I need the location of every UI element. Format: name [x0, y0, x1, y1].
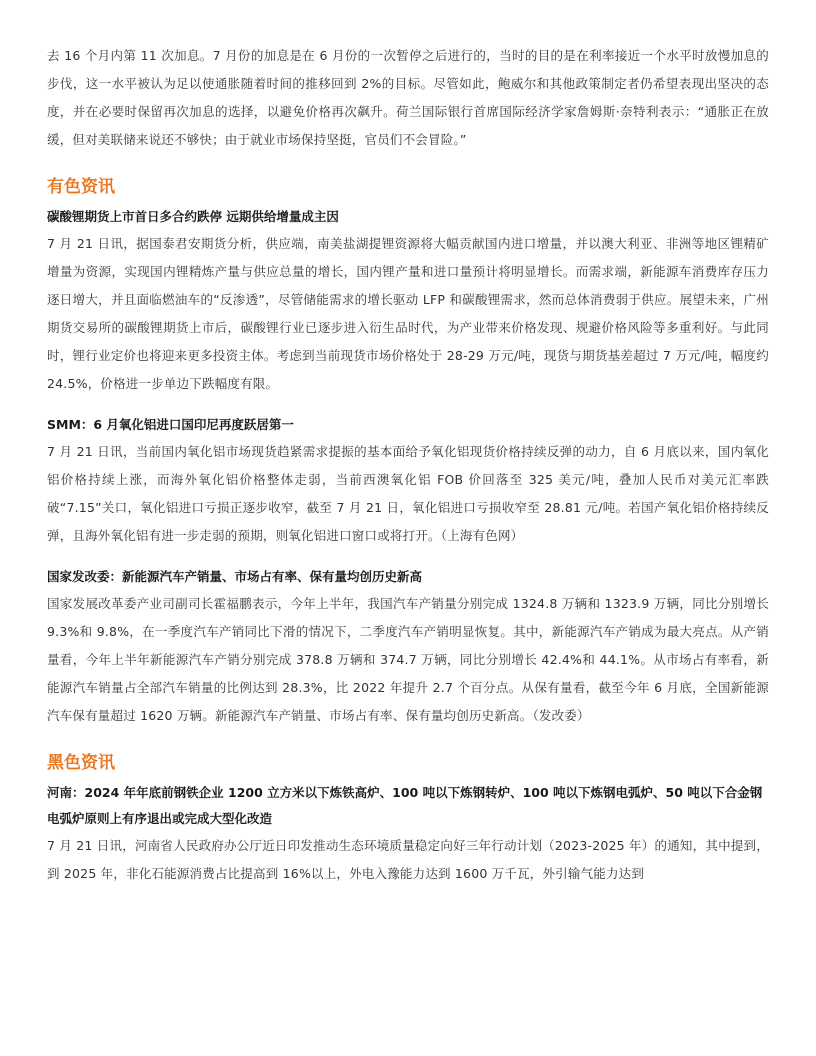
intro-paragraph: 去 16 个月内第 11 次加息。7 月份的加息是在 6 月份的一次暂停之后进行的，当时的目的是在利率接近一个水平时放慢加息的步伐，这一水平被认为足以使通胀随着时间的推移回到 2%的目标。尽管如此，鲍威尔和其他政策制定者仍希望表现出坚决的态度，并在必要时保留再次加息的选择，以避免价格再次飙升。荷兰国际银行首席国际经济学家詹姆斯·奈特利表示：“通胀正在放缓，但对美联储来说还不够快；由于就业市场保持坚挺，官员们不会冒险。” — [47, 48, 769, 147]
section-title-ferrous: 黑色资讯 — [47, 753, 115, 773]
document-page — [47, 42, 769, 888]
article-body-henan-steel: 7 月 21 日讯，河南省人民政府办公厅近日印发推动生态环境质量稳定向好三年行动计划（2023-2025 年）的通知，其中提到，到 2025 年，非化石能源消费占比提高到 16%以上，外电入豫能力达到 1600 万千瓦，外引输气能力达到 — [47, 838, 769, 881]
article-headline-henan-steel: 河南：2024 年年底前钢铁企业 1200 立方米以下炼铁高炉、100 吨以下炼钢转炉、100 吨以下炼钢电弧炉、50 吨以下合金钢电弧炉原则上有序退出或完成大型化改造 — [47, 785, 763, 826]
section-title-nonferrous: 有色资讯 — [47, 177, 115, 197]
article-headline-nev: 国家发改委：新能源汽车产销量、市场占有率、保有量均创历史新高 — [47, 569, 423, 584]
article-body-alumina: 7 月 21 日讯，当前国内氧化铝市场现货趋紧需求提振的基本面给予氧化铝现货价格持续反弹的动力，自 6 月底以来，国内氧化铝价格持续上涨，而海外氧化铝价格整体走弱，当前西澳氧化铝 FOB 价回落至 325 美元/吨，叠加人民币对美元汇率跌破“7.15”关口，氧化铝进口亏损正逐步收窄，截至 7 月 21 日，氧化铝进口亏损收窄至 28.81 元/吨。若国产氧化铝价格持续反弹，且海外氧化铝有进一步走弱的预期，则氧化铝进口窗口或将打开。（上海有色网） — [47, 444, 769, 543]
article-body-lithium: 7 月 21 日讯，据国泰君安期货分析，供应端，南美盐湖提锂资源将大幅贡献国内进口增量，并以澳大利亚、非洲等地区锂精矿增量为资源，实现国内锂精炼产量与供应总量的增长，国内锂产量和进口量预计将明显增长。而需求端，新能源车消费库存压力逐日增大，并且面临燃油车的“反渗透”，尽管储能需求的增长驱动 LFP 和碳酸锂需求，然而总体消费弱于供应。展望未来，广州期货交易所的碳酸锂期货上市后，碳酸锂行业已逐步进入衍生品时代，为产业带来价格发现、规避价格风险等多重利好。与此同时，锂行业定价也将迎来更多投资主体。考虑到当前现货市场价格处于 28-29 万元/吨，现货与期货基差超过 7 万元/吨，幅度约 24.5%，价格进一步单边下跌幅度有限。 — [47, 236, 769, 391]
article-body-nev: 国家发展改革委产业司副司长霍福鹏表示，今年上半年，我国汽车产销量分别完成 1324.8 万辆和 1323.9 万辆，同比分别增长 9.3%和 9.8%，在一季度汽车产销同比下滑的情况下，二季度汽车产销明显恢复。其中，新能源汽车产销成为最大亮点。从产销量看，今年上半年新能源汽车产销分别完成 378.8 万辆和 374.7 万辆，同比分别增长 42.4%和 44.1%。从市场占有率看，新能源汽车销量占全部汽车销量的比例达到 28.3%，比 2022 年提升 2.7 个百分点。从保有量看，截至今年 6 月底，全国新能源汽车保有量超过 1620 万辆。新能源汽车产销量、市场占有率、保有量均创历史新高。（发改委） — [47, 596, 769, 723]
article-headline-alumina: SMM：6 月氧化铝进口国印尼再度跃居第一 — [47, 417, 294, 432]
article-headline-lithium: 碳酸锂期货上市首日多合约跌停 远期供给增量成主因 — [47, 209, 339, 224]
